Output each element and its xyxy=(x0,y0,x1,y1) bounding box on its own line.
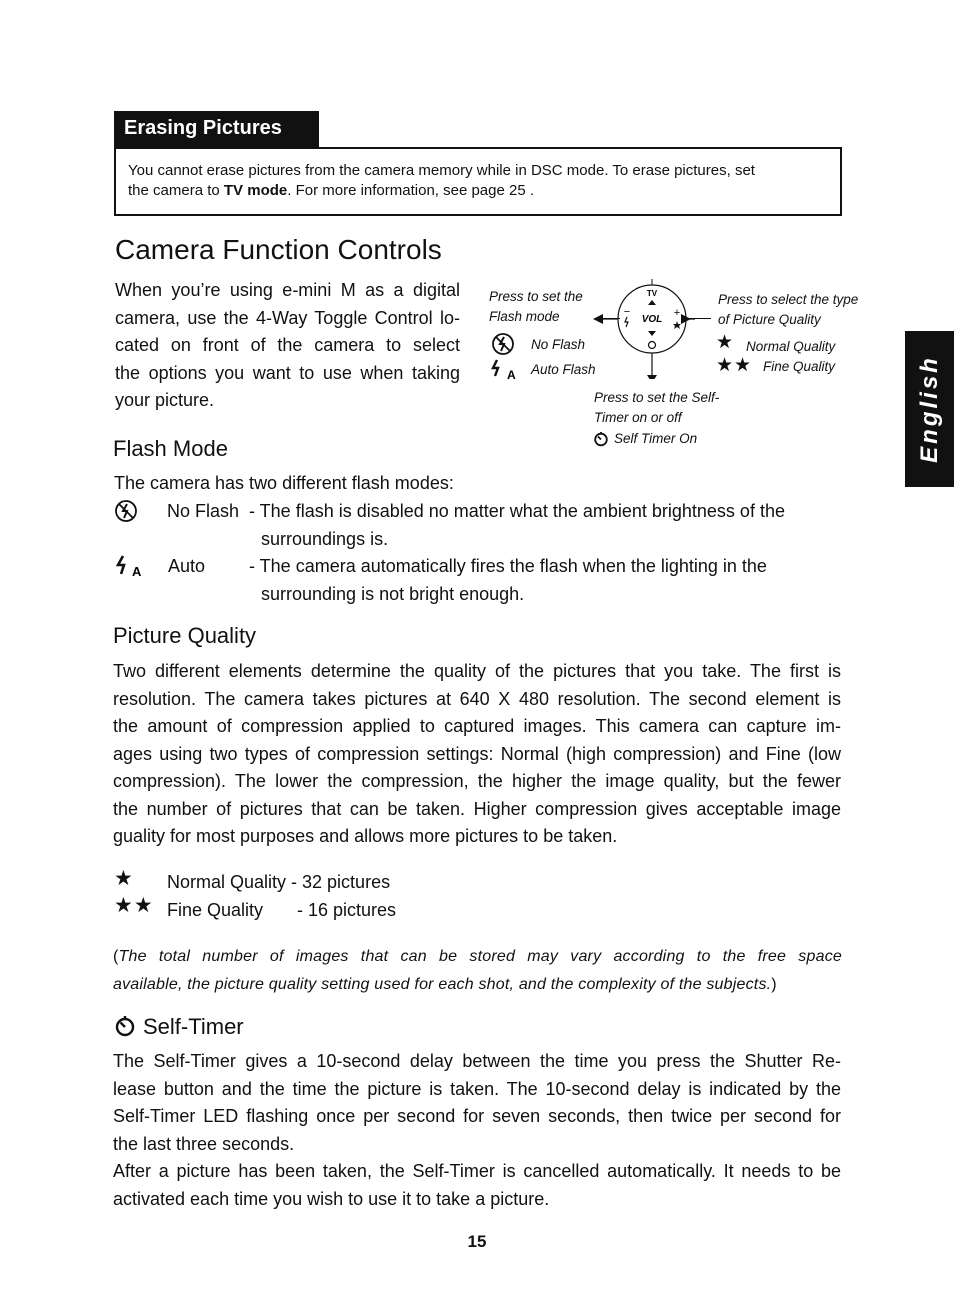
paragraph-line: After a picture has been taken, the Self-Timer is cancelled automatically. It needs to be xyxy=(113,1161,841,1181)
tv-label: TV xyxy=(646,289,658,298)
controls-intro-line: camera, use the 4-Way Toggle Control lo- xyxy=(115,307,460,328)
quality-diagram-label: Press to select the type of Picture Quality xyxy=(718,292,859,327)
auto-flash-mode-desc: - The camera automatically fires the flash when the lighting in the xyxy=(249,556,767,576)
normal-quality-label: Normal Quality xyxy=(746,339,836,354)
storage-note: (The total number of images that can be stored may vary according to the free space available, the picture quality setting used for each shot, and the complexity of the subjects.) xyxy=(113,948,842,993)
vol-label: VOL xyxy=(641,314,663,325)
double-star-icon: ★★ xyxy=(716,355,753,376)
auto-flash-label: Auto Flash xyxy=(531,362,596,377)
plus-label: + xyxy=(673,307,681,319)
controls-intro-line: your picture. xyxy=(115,390,215,410)
self-timer-on-label: Self Timer On xyxy=(614,431,698,446)
auto-flash-mode-name: Auto xyxy=(168,556,206,576)
no-flash-icon xyxy=(492,333,516,357)
erase-text-line-1: You cannot erase pictures from the camera memory while in DSC mode. To erase pictures, set xyxy=(128,162,755,179)
minus-label: − xyxy=(623,306,631,318)
fine-quality-count: - 16 pictures xyxy=(297,900,397,920)
flash-diagram-label: Press to set the Flash mode xyxy=(489,289,583,324)
tv-mode-emphasis: TV mode xyxy=(223,182,288,199)
fine-quality-name: Fine Quality xyxy=(167,900,264,920)
down-triangle-icon xyxy=(648,331,656,336)
erasing-pictures-heading: Erasing Pictures xyxy=(114,111,319,148)
auto-flash-mode-desc: surrounding is not bright enough. xyxy=(261,584,525,604)
normal-quality-row: Normal Quality - 32 pictures xyxy=(167,872,391,892)
self-timer-heading: Self-Timer xyxy=(143,1014,244,1039)
no-flash-mode-desc: surroundings is. xyxy=(261,529,389,549)
camera-function-controls-title: Camera Function Controls xyxy=(115,234,442,265)
picture-quality-heading: Picture Quality xyxy=(113,623,257,648)
flash-mode-intro: The camera has two different flash modes: xyxy=(114,473,454,493)
erasing-pictures-note xyxy=(114,147,842,216)
no-flash-mode-desc: - The flash is disabled no matter what the ambient brightness of the xyxy=(249,501,785,521)
paragraph-line: Two different elements determine the quality of the pictures that you take. The first is xyxy=(113,661,841,681)
double-star-icon: ★★ xyxy=(114,894,154,917)
single-star-icon: ★ xyxy=(114,867,133,890)
paragraph-line: The Self-Timer gives a 10-second delay between the time you press the Shutter Re- xyxy=(113,1051,841,1071)
no-flash-mode-name: No Flash xyxy=(167,501,240,521)
paragraph-line: lease button and the time the picture is taken. The 10-second delay is indicated by the xyxy=(113,1078,841,1099)
controls-intro-line: the options you want to use when taking xyxy=(115,362,460,383)
auto-flash-icon xyxy=(491,359,521,381)
fine-quality-label: Fine Quality xyxy=(763,359,836,374)
language-label: English xyxy=(915,355,943,463)
svg-text:A: A xyxy=(507,368,516,381)
paragraph-line: ages using two types of compression settings: Normal (high compression) and Fine (low xyxy=(113,743,841,764)
page-number: 15 xyxy=(467,1232,487,1251)
controls-intro-line: cated on front of the camera to select xyxy=(115,335,460,355)
paragraph-line: the number of pictures that can be taken. Higher compression gives acceptable image xyxy=(113,798,841,819)
up-triangle-icon xyxy=(648,300,656,305)
small-timer-icon xyxy=(649,342,656,349)
self-timer-icon xyxy=(114,1015,136,1037)
paragraph-line: compression). The lower the compression, the higher the image quality, but the fewer xyxy=(113,771,841,791)
self-timer-paragraph xyxy=(113,1048,841,1213)
paragraph-line: Self-Timer LED flashing once per second for seven seconds, then twice per second for xyxy=(113,1106,841,1126)
small-star-icon xyxy=(673,321,681,329)
four-way-toggle-diagram xyxy=(585,279,695,379)
paragraph-line: activated each time you wish to use it to take a picture. xyxy=(113,1188,550,1209)
paragraph-line: guality for most purposes and allows more pictures to be taken. xyxy=(113,826,618,846)
controls-intro xyxy=(115,277,460,415)
no-flash-icon xyxy=(115,500,139,524)
paragraph-line: resolution. The camera takes pictures at 640 X 480 resolution. The second element is xyxy=(113,688,841,709)
paragraph-line: the amount of compression applied to captured images. This camera can capture im- xyxy=(113,716,841,736)
flash-mode-heading: Flash Mode xyxy=(113,436,228,461)
timer-diagram-label: Press to set the Self- Timer on or off xyxy=(594,390,720,425)
right-arrow-line xyxy=(687,318,711,319)
language-side-tab xyxy=(905,331,954,487)
auto-flash-icon xyxy=(116,555,148,579)
controls-intro-line: When you’re using e-mini M as a digital xyxy=(115,280,460,300)
svg-text:A: A xyxy=(132,564,142,579)
paragraph-line: the last three seconds. xyxy=(113,1133,295,1154)
erase-text-line-2: the camera to TV mode. For more information, see page 25 . xyxy=(128,182,535,199)
single-star-icon: ★ xyxy=(716,332,734,353)
self-timer-small-icon xyxy=(593,431,609,447)
left-arrow-line xyxy=(600,318,620,319)
picture-quality-paragraph xyxy=(113,658,841,851)
no-flash-label: No Flash xyxy=(531,337,586,352)
down-arrow-icon xyxy=(647,375,657,379)
small-flash-icon xyxy=(625,317,628,327)
